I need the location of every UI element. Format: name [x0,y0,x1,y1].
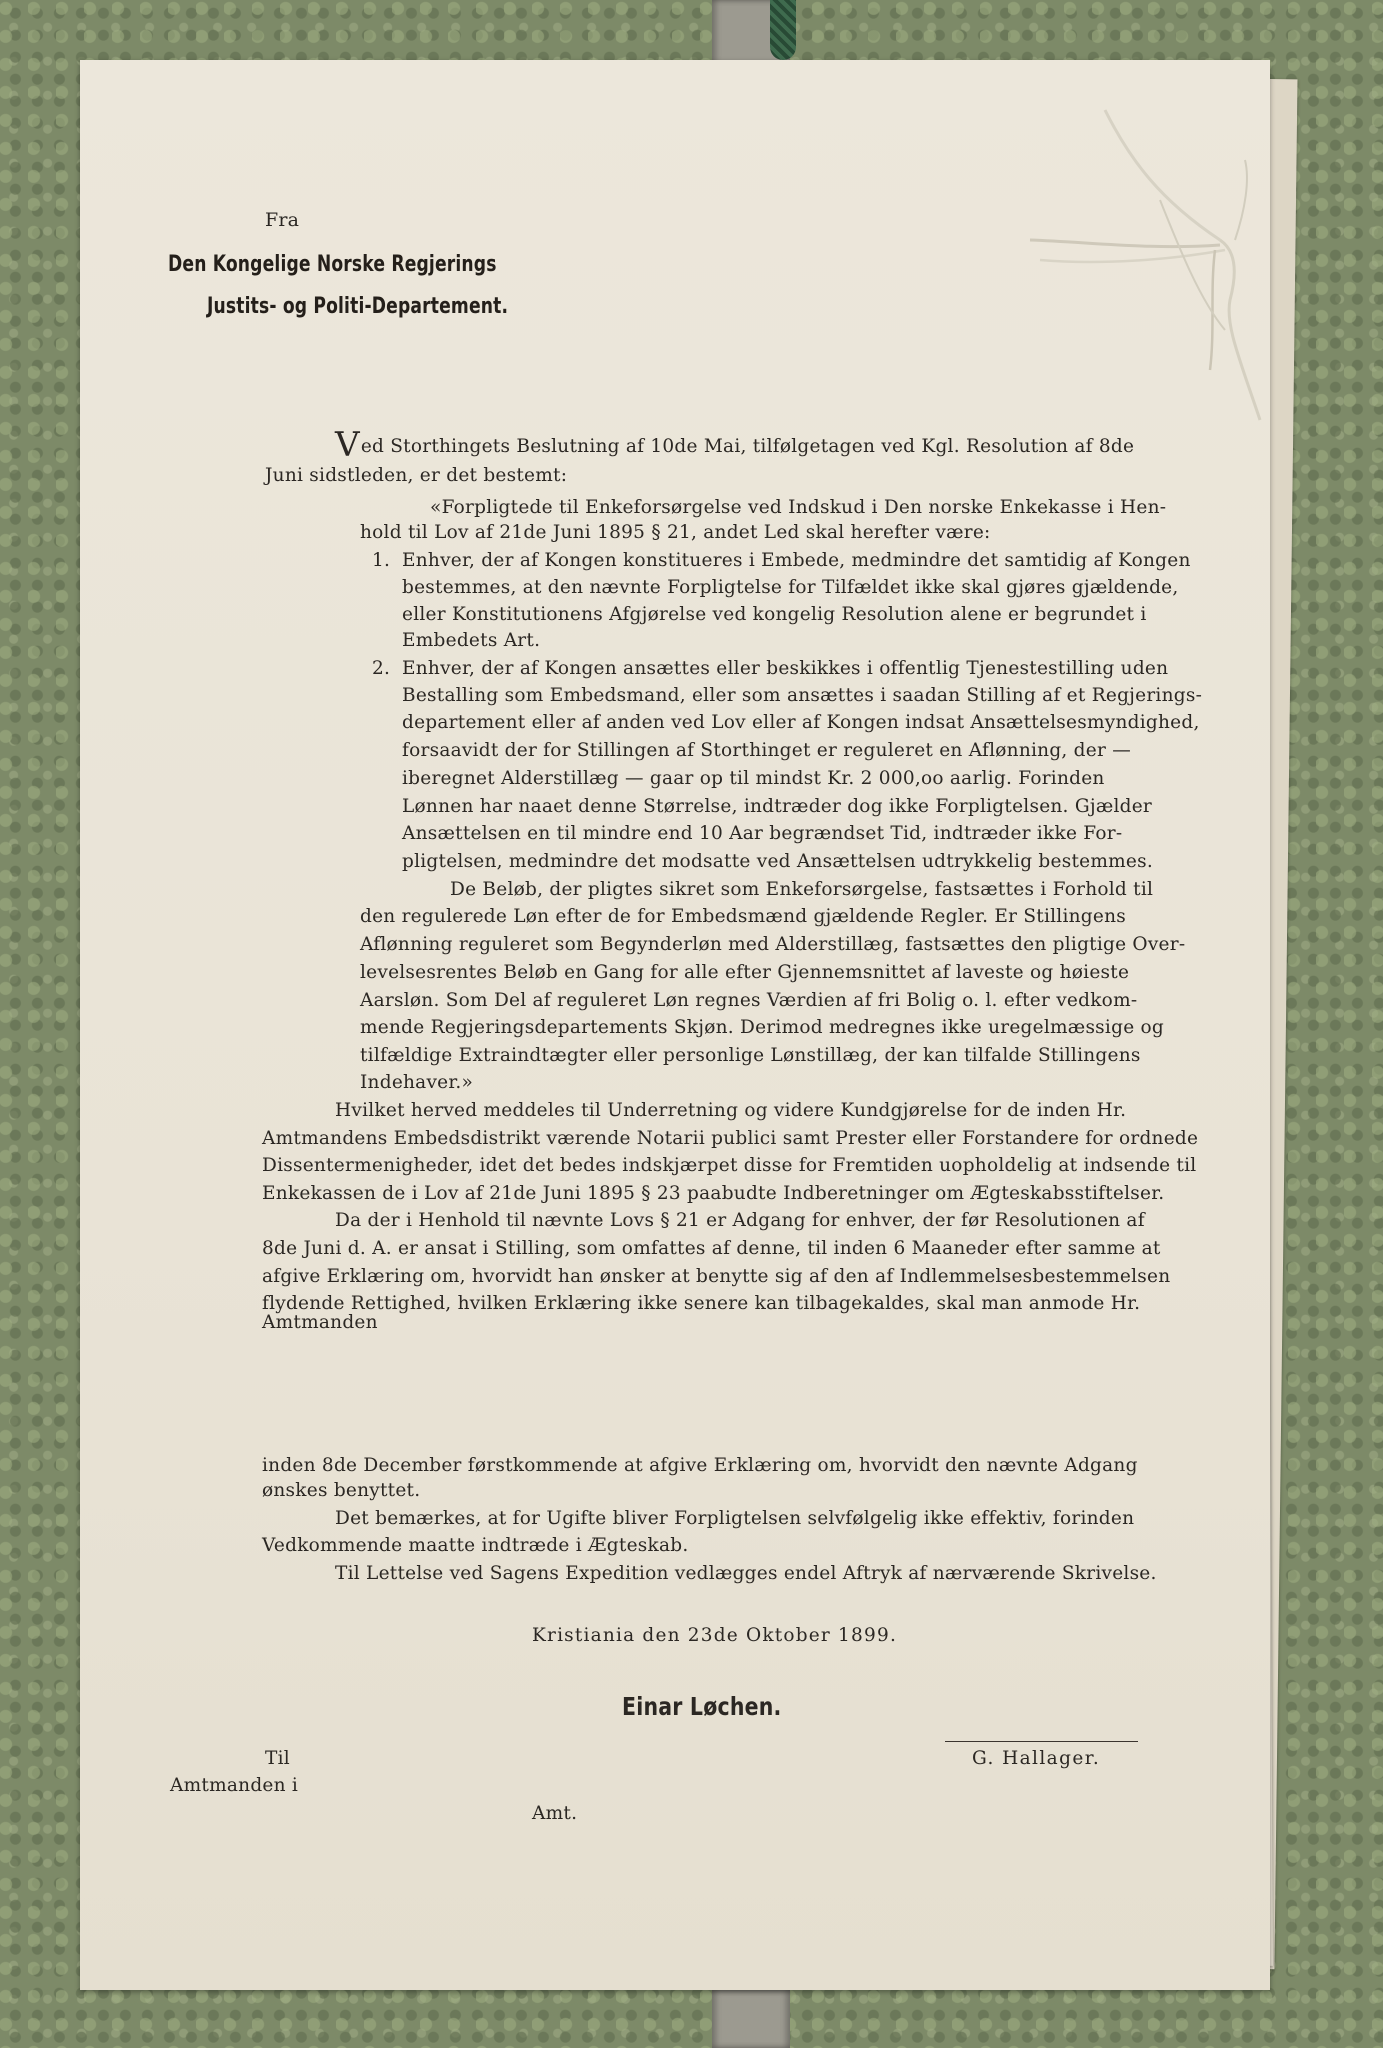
body-line: Embedets Art. [402,630,541,651]
body-line: pligtelsen, medmindre det modsatte ved Ansættelsen udtrykkelig bestemmes. [402,851,1153,872]
body-line: Lønnen har naaet denne Størrelse, indtræder dog ikke Forpligtelsen. Gjælder [402,796,1153,817]
sender-line-1: Den Kongelige Norske Regjerings [168,252,497,277]
body-line: iberegnet Alderstillæg — gaar op til mindst Kr. 2 000,oo aarlig. Forinden [402,768,1105,789]
sender-line-2: Justits- og Politi-Departement. [207,294,509,319]
list-number: 1. [372,550,391,571]
signature-secondary: G. Hallager. [972,1748,1101,1769]
body-line: Amtmandens Embedsdistrikt værende Notarii publici samt Prester eller Forstandere for ordnede [262,1128,1199,1149]
body-line: departement eller af anden ved Lov eller af Kongen indsat Ansættelsesmyndighed, [402,712,1200,733]
from-label: Fra [265,209,300,231]
body-line: Bestalling som Embedsmand, eller som ansættes i saadan Stilling af et Regjerings- [402,685,1203,706]
body-line: Ansættelsen en til mindre end 10 Aar begrændset Tid, indtræder ikke For- [402,823,1123,844]
addressee-title: Amtmanden i [170,1775,299,1796]
body-line: levelsesrentes Beløb en Gang for alle efter Gjennemsnittet af laveste og høieste [360,962,1130,983]
body-line: Enkekassen de i Lov af 21de Juni 1895 § 23 paabudte Indberetninger om Ægteskabsstiftelser. [262,1183,1165,1204]
body-line: Indehaver.» [360,1072,474,1093]
body-line: hold til Lov af 21de Juni 1895 § 21, andet Led skal herefter være: [360,522,991,543]
body-line: inden 8de December førstkommende at afgive Erklæring om, hvorvidt den nævnte Adgang [262,1455,1138,1476]
body-line: mende Regjeringsdepartements Skjøn. Derimod medregnes ikke uregelmæssige og [360,1017,1164,1038]
body-line: Aarsløn. Som Del af reguleret Løn regnes Værdien af fri Bolig o. l. efter vedkom- [360,990,1138,1011]
body-line: Enhver, der af Kongen ansættes eller beskikkes i offentlig Tjenestestilling uden [402,658,1169,679]
body-line: Enhver, der af Kongen konstitueres i Embede, medmindre det samtidig af Kongen [402,550,1191,571]
body-line [335,425,1134,465]
signature-main: Einar Løchen. [622,1692,782,1721]
body-line: flydende Rettighed, hvilken Erklæring ikke senere kan tilbagekaldes, skal man anmode Hr. [262,1293,1141,1314]
body-line-text: ed Storthingets Beslutning af 10de Mai, tilfølgetagen ved Kgl. Resolution af 8de [360,436,1135,457]
addressee-amt: Amt. [532,1803,578,1824]
body-line: Aflønning reguleret som Begynderløn med Alderstillæg, fastsættes den pligtige Over- [360,934,1186,955]
body-line: ønskes benyttet. [262,1480,421,1501]
body-line: Da der i Henhold til nævnte Lovs § 21 er Adgang for enhver, der før Resolutionen af [335,1210,1145,1231]
body-line: eller Konstitutionens Afgjørelse ved kongelig Resolution alene er begrundet i [402,604,1147,625]
body-line: afgive Erklæring om, hvorvidt han ønsker at benytte sig af den af Indlemmelsesbestemmelsen [262,1266,1171,1287]
body-line: tilfældige Extraindtægter eller personlige Lønstillæg, der kan tilfalde Stillingens [360,1045,1141,1066]
drop-cap: V [335,425,360,465]
body-line: Til Lettelse ved Sagens Expedition vedlægges endel Aftryk af nærværende Skrivelse. [335,1563,1157,1584]
body-line: forsaavidt der for Stillingen af Storthinget er reguleret en Aflønning, der — [402,740,1131,761]
body-line: den regulerede Løn efter de for Embedsmænd gjældende Regler. Er Stillingens [360,906,1126,927]
body-line: Hvilket herved meddeles til Underretning og videre Kundgjørelse for de inden Hr. [335,1100,1127,1121]
addressee-label: Til [265,1748,290,1769]
body-line: 8de Juni d. A. er ansat i Stilling, som omfattes af denne, til inden 6 Maaneder efter samme at [262,1238,1161,1259]
body-line: Juni sidstleden, er det bestemt: [265,465,568,486]
signature-rule [945,1741,1138,1742]
list-number: 2. [372,658,391,679]
body-line: Amtmanden [262,1312,378,1333]
body-line: Vedkommende maatte indtræde i Ægteskab. [262,1535,689,1556]
body-line: De Beløb, der pligtes sikret som Enkeforsørgelse, fastsættes i Forhold til [450,879,1154,900]
place-date: Kristiania den 23de Oktober 1899. [532,1625,898,1646]
body-line: «Forpligtede til Enkeforsørgelse ved Indskud i Den norske Enkekasse i Hen- [430,497,1167,518]
body-line: bestemmes, at den nævnte Forpligtelse for Tilfældet ikke skal gjøres gjældende, [402,577,1179,598]
body-line: Dissentermenigheder, idet det bedes indskjærpet disse for Fremtiden uopholdelig at indsende til [262,1155,1197,1176]
body-line: Det bemærkes, at for Ugifte bliver Forpligtelsen selvfølgelig ikke effektiv, forinden [335,1508,1135,1529]
